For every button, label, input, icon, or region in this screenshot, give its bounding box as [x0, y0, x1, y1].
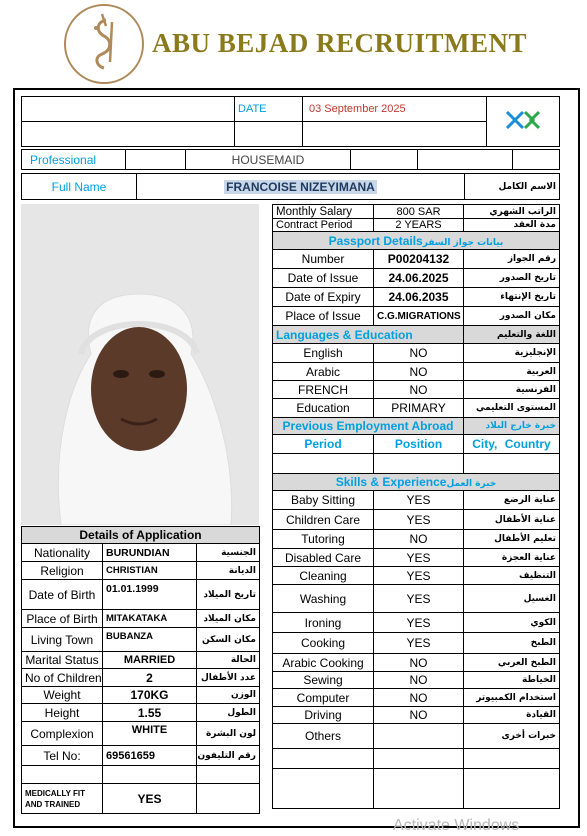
skill-row-value: YES: [374, 613, 464, 633]
skill-row-ar: عناية الأطفال: [464, 510, 560, 530]
right-blank-5: [374, 769, 464, 809]
header-blank-3: [235, 122, 303, 147]
app-row-value: CHRISTIAN: [103, 562, 197, 580]
app-row-label: Date of Birth: [22, 580, 103, 610]
lang-arabic-label: Arabic: [273, 363, 374, 381]
app-row-value: MITAKATAKA: [103, 610, 197, 628]
lang-french-ar: الفرنسية: [464, 381, 560, 399]
passport-issue-label: Date of Issue: [273, 269, 374, 288]
app-row-value: 69561659: [103, 746, 197, 766]
skill-row-ar: القيادة: [464, 707, 560, 724]
education-label: Education: [273, 399, 374, 418]
skill-row-label: Ironing: [273, 613, 374, 633]
education-value: PRIMARY: [374, 399, 464, 418]
skills-section-title: Skills & Experience: [335, 475, 447, 489]
medical-label-line1: MEDICALLY FIT: [25, 788, 86, 798]
profession-blank-4: [513, 150, 560, 170]
skill-row-value: NO: [374, 672, 464, 689]
app-row-label: No of Children: [22, 669, 103, 687]
app-blank-1: [22, 766, 103, 784]
contract-value: 2 YEARS: [374, 219, 464, 232]
skill-row-value: YES: [374, 585, 464, 613]
skill-row-value: NO: [374, 707, 464, 724]
app-row-label: Complexion: [22, 722, 103, 746]
lang-arabic-ar: العربية: [464, 363, 560, 381]
skill-row-label: Disabled Care: [273, 549, 374, 567]
passport-section-header: [273, 232, 560, 250]
skill-row-label: Others: [273, 724, 374, 749]
passport-expiry-label: Date of Expiry: [273, 288, 374, 307]
passport-section-title: Passport Details: [328, 233, 423, 248]
app-row-value: 01.01.1999: [103, 580, 197, 610]
app-row-label: Living Town: [22, 628, 103, 652]
passport-number-value: P00204132: [374, 250, 464, 269]
profession-blank-2: [351, 150, 418, 170]
profession-blank: [126, 150, 186, 170]
passport-number-label: Number: [273, 250, 374, 269]
profession-value: HOUSEMAID: [186, 150, 351, 170]
app-row-value: WHITE: [103, 722, 197, 746]
skill-row-value: YES: [374, 549, 464, 567]
employment-row-blank-2: [374, 454, 464, 474]
passport-place-value: C.G.MIGRATIONS: [374, 307, 464, 326]
passport-place-ar: مكان الصدور: [464, 307, 560, 326]
passport-number-ar: رقم الجواز: [464, 250, 560, 269]
medical-blank: [197, 784, 260, 814]
passport-issue-ar: تاريخ الصدور: [464, 269, 560, 288]
app-row-label: Religion: [22, 562, 103, 580]
app-row-value: BURUNDIAN: [103, 544, 197, 562]
right-blank-4: [273, 769, 374, 809]
skill-row-value: NO: [374, 654, 464, 672]
fullname-table: [21, 173, 560, 200]
lang-french-value: NO: [374, 381, 464, 399]
passport-section-ar: بيانات جواز السفر: [422, 237, 504, 248]
employment-section-ar: خبرة خارج البلاد: [464, 418, 560, 435]
education-ar: المستوى التعليمي: [464, 399, 560, 418]
company-name: ABU BEJAD RECRUITMENT: [152, 28, 528, 58]
employment-section-header: Previous Employment Abroad: [273, 418, 464, 435]
monthly-salary-ar: الراتب الشهري: [464, 205, 560, 219]
activation-watermark: Activate Windows: [393, 817, 520, 834]
skill-row-value: YES: [374, 491, 464, 510]
skill-row-label: Tutoring: [273, 530, 374, 549]
app-row-label: Nationality: [22, 544, 103, 562]
company-logo: [64, 4, 144, 84]
right-table: [272, 204, 560, 809]
skill-row-label: Sewing: [273, 672, 374, 689]
lang-english-label: English: [273, 344, 374, 363]
skill-row-ar: الطبخ: [464, 633, 560, 654]
employment-row-blank-3: [464, 454, 560, 474]
skill-row-label: Children Care: [273, 510, 374, 530]
app-row-label: Marital Status: [22, 652, 103, 669]
monthly-salary-label: Monthly Salary: [273, 205, 374, 219]
header-blank-4: [303, 122, 487, 147]
employment-col-location: [464, 435, 560, 454]
app-row-value: 2: [103, 669, 197, 687]
application-table: [21, 526, 260, 814]
skill-row-ar: خبرات أخرى: [464, 724, 560, 749]
app-row-value: 170KG: [103, 687, 197, 704]
skill-row-ar: الكوي: [464, 613, 560, 633]
languages-section-header: Languages & Education: [273, 326, 464, 344]
lang-english-ar: الإنجليزية: [464, 344, 560, 363]
app-row-ar: الوزن: [197, 687, 260, 704]
header-blank-2: [22, 122, 235, 147]
app-row-ar: الحالة: [197, 652, 260, 669]
app-row-ar: لون البشرة: [197, 722, 260, 746]
app-blank-3: [197, 766, 260, 784]
application-section-header: Details of Application: [22, 527, 260, 544]
skill-row-value: [374, 724, 464, 749]
app-row-ar: الجنسية: [197, 544, 260, 562]
applicant-photo: [21, 204, 259, 525]
skill-row-label: Cooking: [273, 633, 374, 654]
skill-row-ar: استخدام الكمبيوتر: [464, 689, 560, 707]
skill-row-value: YES: [374, 633, 464, 654]
skill-row-value: NO: [374, 689, 464, 707]
employment-col-period: Period: [273, 435, 374, 454]
profession-table: [21, 149, 560, 170]
fullname-label: Full Name: [22, 174, 137, 200]
app-row-value: BUBANZA: [103, 628, 197, 652]
agency-logo-cell: [487, 97, 560, 147]
employment-col-country: Country: [504, 437, 551, 451]
skill-row-value: NO: [374, 530, 464, 549]
agency-logo-icon: [503, 108, 543, 132]
right-blank-3: [464, 749, 560, 769]
employment-row-blank-1: [273, 454, 374, 474]
passport-place-label: Place of Issue: [273, 307, 374, 326]
passport-expiry-ar: تاريخ الإنتهاء: [464, 288, 560, 307]
lang-arabic-value: NO: [374, 363, 464, 381]
app-row-label: Tel No:: [22, 746, 103, 766]
app-row-ar: الطول: [197, 704, 260, 722]
contract-ar: مدة العقد: [464, 219, 560, 232]
skill-row-value: YES: [374, 567, 464, 585]
skills-section-header: [273, 474, 560, 491]
app-row-ar: مكان السكن: [197, 628, 260, 652]
date-label: DATE: [235, 97, 303, 122]
skill-row-label: Driving: [273, 707, 374, 724]
skill-row-label: Washing: [273, 585, 374, 613]
skill-row-value: YES: [374, 510, 464, 530]
skill-row-ar: الطبخ العربي: [464, 654, 560, 672]
right-blank-1: [273, 749, 374, 769]
lang-english-value: NO: [374, 344, 464, 363]
fullname-cell: [137, 174, 465, 200]
app-row-value: MARRIED: [103, 652, 197, 669]
app-row-ar: مكان الميلاد: [197, 610, 260, 628]
app-row-label: Height: [22, 704, 103, 722]
right-blank-6: [464, 769, 560, 809]
fullname-value: FRANCOISE NIZEYIMANA: [226, 179, 375, 194]
languages-section-ar: اللغة والتعليم: [464, 326, 560, 344]
app-row-label: Weight: [22, 687, 103, 704]
skill-row-label: Baby Sitting: [273, 491, 374, 510]
profession-blank-3: [418, 150, 513, 170]
skill-row-label: Arabic Cooking: [273, 654, 374, 672]
passport-issue-value: 24.06.2025: [374, 269, 464, 288]
app-row-ar: رقم التليفون: [197, 746, 260, 766]
lang-french-label: FRENCH: [273, 381, 374, 399]
date-value: 03 September 2025: [303, 97, 487, 122]
skill-row-ar: التنظيف: [464, 567, 560, 585]
employment-col-city: City,: [472, 437, 498, 451]
monthly-salary-value: 800 SAR: [374, 205, 464, 219]
skill-row-ar: تعليم الأطفال: [464, 530, 560, 549]
header-blank: [22, 97, 235, 122]
app-row-value: 1.55: [103, 704, 197, 722]
medical-value: YES: [103, 784, 197, 814]
skills-section-ar: خبرة العمل: [446, 479, 497, 489]
header-table: [21, 96, 560, 147]
app-row-ar: عدد الأطفال: [197, 669, 260, 687]
medical-label-line2: AND TRAINED: [25, 799, 81, 809]
right-blank-2: [374, 749, 464, 769]
passport-expiry-value: 24.06.2035: [374, 288, 464, 307]
skill-row-ar: الغسيل: [464, 585, 560, 613]
app-row-label: Place of Birth: [22, 610, 103, 628]
skill-row-ar: الخياطة: [464, 672, 560, 689]
medical-label: [22, 784, 103, 814]
fullname-ar: الاسم الكامل: [465, 174, 560, 200]
employment-col-position: Position: [374, 435, 464, 454]
profession-label: Professional: [22, 150, 126, 170]
skill-row-label: Computer: [273, 689, 374, 707]
app-blank-2: [103, 766, 197, 784]
skill-row-label: Cleaning: [273, 567, 374, 585]
skill-row-ar: عناية العجزة: [464, 549, 560, 567]
app-row-ar: الديانة: [197, 562, 260, 580]
skill-row-ar: عناية الرضع: [464, 491, 560, 510]
contract-label: Contract Period: [273, 219, 374, 232]
app-row-ar: تاريخ الميلاد: [197, 580, 260, 610]
